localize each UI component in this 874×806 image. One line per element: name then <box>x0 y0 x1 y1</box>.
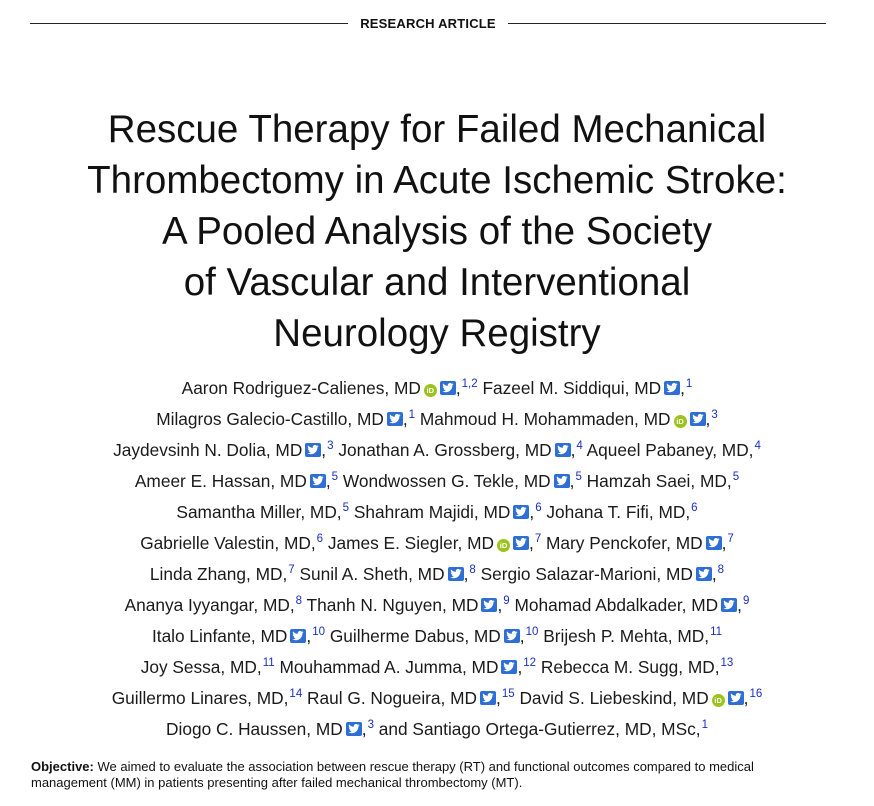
author-line <box>0 648 874 679</box>
affiliation-marker[interactable]: 1 <box>408 409 416 421</box>
author-line <box>0 524 874 555</box>
twitter-icon[interactable] <box>504 629 520 643</box>
author-name[interactable]: Jaydevsinh N. Dolia, MD <box>113 440 303 460</box>
affiliation-marker[interactable]: 10 <box>312 626 326 638</box>
author-name[interactable]: Mouhammad A. Jumma, MD <box>279 657 499 677</box>
author-name[interactable]: Guillermo Linares, MD, <box>111 688 289 708</box>
affiliation-marker[interactable]: 3 <box>711 409 718 421</box>
author-line <box>0 679 874 710</box>
twitter-icon[interactable] <box>696 567 712 581</box>
affiliation-marker[interactable]: 7 <box>534 533 542 545</box>
affiliation-marker[interactable]: 7 <box>288 564 295 576</box>
comma-separator: , <box>569 471 575 491</box>
author-name[interactable]: Jonathan A. Grossberg, MD <box>338 440 552 460</box>
affiliation-marker[interactable]: 5 <box>732 471 740 483</box>
affiliation-marker[interactable]: 12 <box>523 657 537 669</box>
affiliation-marker[interactable]: 5 <box>342 502 350 514</box>
affiliation-marker[interactable]: 9 <box>503 595 510 607</box>
twitter-icon[interactable] <box>346 722 362 736</box>
affiliation-marker[interactable]: 8 <box>717 564 725 576</box>
comma-separator: , <box>529 502 535 522</box>
author-name[interactable]: Ananya Iyyangar, MD, <box>124 595 295 615</box>
affiliation-marker[interactable]: 1,2 <box>461 378 478 390</box>
twitter-icon[interactable] <box>480 691 496 705</box>
comma-separator: , <box>325 471 331 491</box>
twitter-icon[interactable] <box>448 567 464 581</box>
affiliation-marker[interactable]: 9 <box>742 595 750 607</box>
orcid-icon[interactable]: iD <box>674 415 687 428</box>
author-line <box>0 431 874 462</box>
comma-separator: , <box>519 626 525 646</box>
author-name[interactable]: Johana T. Fifi, MD, <box>546 502 691 522</box>
comma-separator: , <box>306 626 312 646</box>
comma-separator: , <box>695 719 701 739</box>
affiliation-marker[interactable]: 6 <box>691 502 698 514</box>
affiliation-marker[interactable]: 13 <box>720 657 734 669</box>
header-rule-left <box>30 23 348 24</box>
affiliation-marker[interactable]: 7 <box>727 533 734 545</box>
affiliation-marker[interactable]: 6 <box>316 533 324 545</box>
author-line <box>0 555 874 586</box>
author-name[interactable]: Wondwossen G. Tekle, MD <box>342 471 551 491</box>
author-name[interactable]: Hamzah Saei, MD, <box>586 471 732 491</box>
affiliation-marker[interactable]: 3 <box>327 440 334 452</box>
twitter-icon[interactable] <box>555 443 571 457</box>
comma-separator: , <box>743 688 749 708</box>
affiliation-marker[interactable]: 11 <box>262 657 275 669</box>
twitter-icon[interactable] <box>513 536 529 550</box>
author-name[interactable]: Brijesh P. Mehta, MD, <box>543 626 710 646</box>
author-name[interactable]: Fazeel M. Siddiqui, MD <box>482 378 662 398</box>
author-separator: and <box>373 719 413 739</box>
comma-separator: , <box>496 688 501 708</box>
author-name[interactable]: James E. Siegler, MD <box>327 533 494 553</box>
author-name[interactable]: Linda Zhang, MD, <box>149 564 288 584</box>
affiliation-marker[interactable]: 6 <box>535 502 542 514</box>
author-name[interactable]: Thanh N. Nguyen, MD <box>306 595 479 615</box>
comma-separator: , <box>321 440 327 460</box>
author-name[interactable]: Ameer E. Hassan, MD <box>134 471 307 491</box>
author-name[interactable]: Guilherme Dabus, MD <box>329 626 501 646</box>
author-name[interactable]: Milagros Galecio-Castillo, MD <box>156 409 384 429</box>
twitter-icon[interactable] <box>554 474 570 488</box>
twitter-icon[interactable] <box>728 691 744 705</box>
article-type-header <box>30 13 826 33</box>
abstract-objective <box>31 759 831 791</box>
affiliation-marker[interactable]: 15 <box>501 688 515 700</box>
twitter-icon[interactable] <box>440 381 456 395</box>
author-name[interactable]: Raul G. Nogueira, MD <box>307 688 478 708</box>
author-line <box>0 710 874 741</box>
affiliation-marker[interactable]: 4 <box>754 440 761 452</box>
twitter-icon[interactable] <box>387 412 403 426</box>
twitter-icon[interactable] <box>690 412 706 426</box>
author-list <box>0 369 874 741</box>
orcid-icon[interactable]: iD <box>424 384 437 397</box>
author-line <box>0 586 874 617</box>
author-name[interactable]: Mohamad Abdalkader, MD <box>514 595 719 615</box>
affiliation-marker[interactable]: 14 <box>289 688 303 700</box>
affiliation-marker[interactable]: 4 <box>576 440 583 452</box>
author-name[interactable]: David S. Liebeskind, MD <box>519 688 709 708</box>
author-name[interactable]: Sunil A. Sheth, MD <box>299 564 445 584</box>
author-name[interactable]: Joy Sessa, MD, <box>140 657 262 677</box>
title-line: Neurology Registry <box>273 312 601 355</box>
twitter-icon[interactable] <box>305 443 321 457</box>
affiliation-marker[interactable]: 16 <box>749 688 763 700</box>
article-title <box>0 104 874 359</box>
author-name[interactable]: Rebecca M. Sugg, MD, <box>540 657 720 677</box>
orcid-icon[interactable]: iD <box>497 539 510 552</box>
author-name[interactable]: Gabrielle Valestin, MD, <box>140 533 316 553</box>
twitter-icon[interactable] <box>290 629 306 643</box>
comma-separator: , <box>361 719 367 739</box>
objective-label: Objective: <box>31 759 94 774</box>
comma-separator: , <box>463 564 469 584</box>
affiliation-marker[interactable]: 8 <box>295 595 303 607</box>
author-line <box>0 369 874 400</box>
author-name[interactable]: Mary Penckofer, MD <box>546 533 703 553</box>
author-line <box>0 617 874 648</box>
affiliation-marker[interactable]: 3 <box>367 719 374 731</box>
affiliation-marker[interactable]: 11 <box>710 626 723 638</box>
author-name[interactable]: Sergio Salazar-Marioni, MD <box>480 564 693 584</box>
author-name[interactable]: Diogo C. Haussen, MD <box>166 719 343 739</box>
twitter-icon[interactable] <box>501 660 517 674</box>
affiliation-marker[interactable]: 5 <box>575 471 582 483</box>
header-rule-right <box>508 23 826 24</box>
comma-separator: , <box>680 378 685 398</box>
title-line: A Pooled Analysis of the Society <box>161 210 713 253</box>
author-name[interactable]: Aaron Rodriguez-Calienes, MD <box>181 378 421 398</box>
author-name[interactable]: Shahram Majidi, MD <box>353 502 511 522</box>
comma-separator: , <box>497 595 503 615</box>
title-line: of Vascular and Interventional <box>183 261 691 304</box>
author-line <box>0 400 874 431</box>
comma-separator: , <box>570 440 576 460</box>
comma-separator: , <box>711 564 717 584</box>
author-name[interactable]: Santiago Ortega-Gutierrez, MD, MSc <box>412 719 696 739</box>
author-name[interactable]: Aqueel Pabaney, MD, <box>586 440 754 460</box>
comma-separator: , <box>705 409 711 429</box>
comma-separator: , <box>455 378 461 398</box>
twitter-icon[interactable] <box>513 505 529 519</box>
comma-separator: , <box>721 533 727 553</box>
affiliation-marker[interactable]: 5 <box>331 471 339 483</box>
author-name[interactable]: Italo Linfante, MD <box>151 626 288 646</box>
title-line: Thrombectomy in Acute Ischemic Stroke: <box>87 159 787 202</box>
twitter-icon[interactable] <box>310 474 326 488</box>
article-type-label: RESEARCH ARTICLE <box>360 15 496 31</box>
affiliation-marker[interactable]: 1 <box>701 719 708 731</box>
affiliation-marker[interactable]: 10 <box>525 626 539 638</box>
author-line <box>0 493 874 524</box>
objective-text: We aimed to evaluate the association between rescue therapy (RT) and functional outcomes compared to medical management (MM) in patients presenting after failed mechanical thrombectomy (MT). <box>31 759 754 790</box>
twitter-icon[interactable] <box>721 598 737 612</box>
comma-separator: , <box>737 595 742 615</box>
author-line <box>0 462 874 493</box>
comma-separator: , <box>402 409 408 429</box>
orcid-icon[interactable]: iD <box>712 694 725 707</box>
author-name[interactable]: Mahmoud H. Mohammaden, MD <box>419 409 671 429</box>
affiliation-marker[interactable]: 8 <box>469 564 476 576</box>
comma-separator: , <box>517 657 523 677</box>
twitter-icon[interactable] <box>664 381 680 395</box>
comma-separator: , <box>529 533 534 553</box>
twitter-icon[interactable] <box>706 536 722 550</box>
author-name[interactable]: Samantha Miller, MD, <box>176 502 342 522</box>
title-line: Rescue Therapy for Failed Mechanical <box>107 108 767 151</box>
affiliation-marker[interactable]: 1 <box>685 378 693 390</box>
twitter-icon[interactable] <box>481 598 497 612</box>
